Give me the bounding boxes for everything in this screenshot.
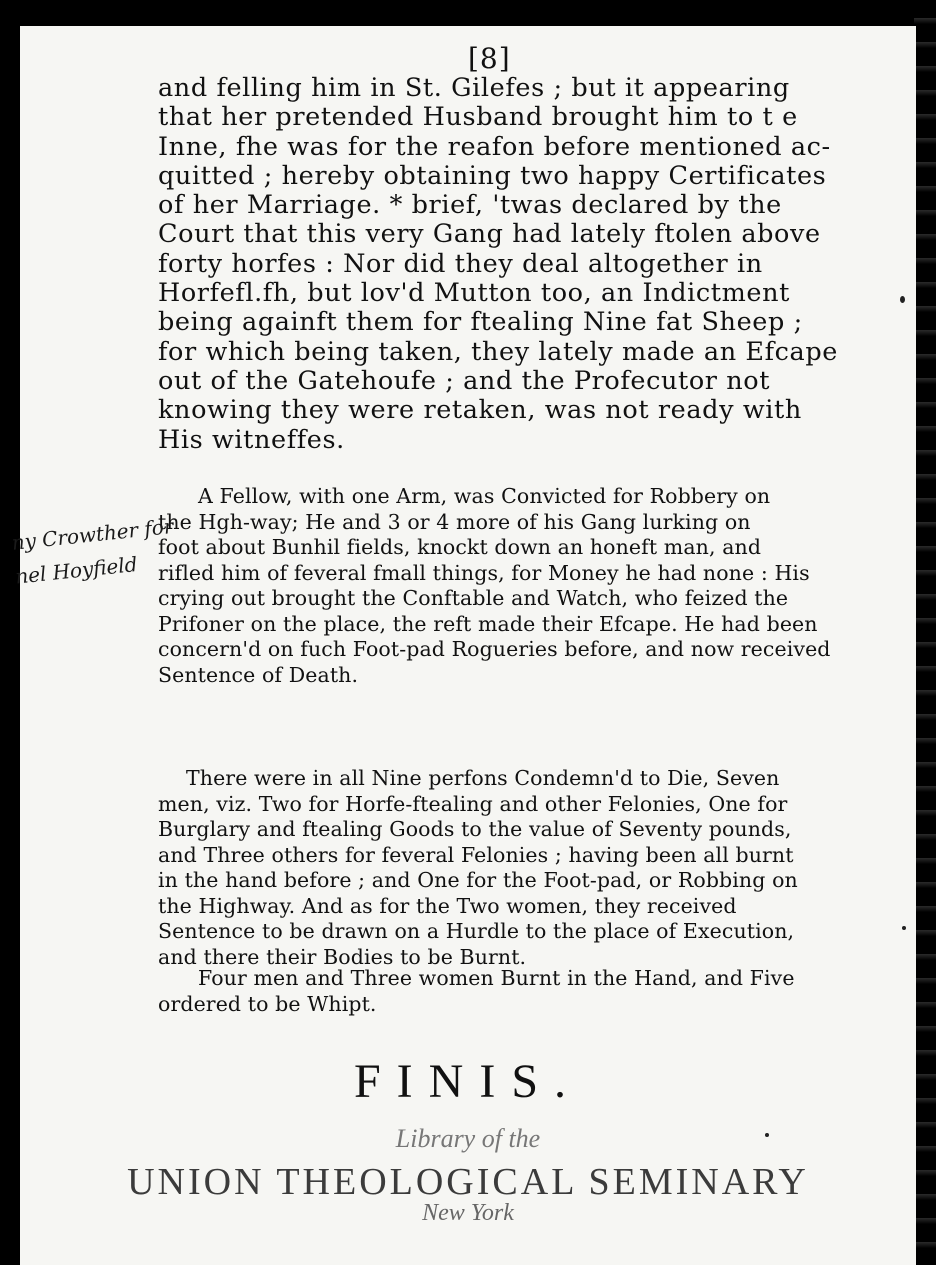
text-line: Prifoner on the place, the reft made their Efcape. He had been bbox=[158, 611, 818, 636]
text-line: being againft them for ftealing Nine fat Sheep ; bbox=[158, 307, 803, 338]
text-line: the Highway. And as for the Two women, they received bbox=[158, 893, 737, 918]
text-line: men, viz. Two for Horfe-ftealing and other Felonies, One for bbox=[158, 791, 788, 816]
text-line: His witneffes. bbox=[158, 424, 345, 455]
ink-speck bbox=[765, 1133, 769, 1137]
text-line: knowing they were retaken, was not ready with bbox=[158, 395, 802, 426]
text-line: quitted ; hereby obtaining two happy Certificates bbox=[158, 160, 827, 191]
text-line: and Three others for feveral Felonies ; having been all burnt bbox=[158, 842, 794, 867]
text-line: Burglary and ftealing Goods to the value of Seventy pounds, bbox=[158, 817, 792, 841]
text-line: for which being taken, they lately made an Efcape bbox=[158, 336, 838, 367]
text-line: Sentence of Death. bbox=[158, 662, 359, 687]
text-line: rifled him of feveral fmall things, for Money he had none : His bbox=[158, 560, 810, 585]
paragraph-2 bbox=[158, 484, 858, 688]
library-stamp-line-2: UNION THEOLOGICAL SEMINARY bbox=[127, 1161, 809, 1203]
ink-speck bbox=[900, 296, 905, 303]
text-line: foot about Bunhil fields, knockt down an honeft man, and bbox=[158, 535, 762, 559]
text-line: A Fellow, with one Arm, was Convicted for Robbery on bbox=[198, 484, 771, 508]
document-page bbox=[10, 26, 916, 1265]
margin-note-line: ny Crowther for bbox=[10, 514, 175, 555]
paragraph-4 bbox=[158, 966, 858, 1017]
text-line: Inne, fhe was for the reafon before mentioned ac- bbox=[158, 131, 831, 162]
handwritten-margin-note bbox=[10, 510, 175, 593]
text-line: There were in all Nine perfons Condemn'd to Die, Seven bbox=[186, 766, 780, 790]
text-line: Horfefl.fh, but lov'd Mutton too, an Indictment bbox=[158, 278, 790, 309]
text-line: forty horfes : Nor did they deal altogether in bbox=[158, 248, 763, 279]
text-line: of her Marriage. * brief, 'twas declared by the bbox=[158, 190, 782, 221]
library-stamp-line-1: Library of the bbox=[395, 1124, 541, 1153]
text-line: that her pretended Husband brought him to t e bbox=[158, 102, 798, 133]
text-line: and felling him in St. Gilefes ; but it appearing bbox=[158, 73, 790, 103]
text-line: crying out brought the Conftable and Watch, who feized the bbox=[158, 586, 789, 610]
finis-heading: FINIS. bbox=[353, 1055, 583, 1108]
page-number: [8] bbox=[468, 42, 511, 75]
paragraph-3 bbox=[158, 766, 858, 970]
ink-speck bbox=[902, 926, 906, 930]
text-line: the Hgh-way; He and 3 or 4 more of his Gang lurking on bbox=[158, 509, 751, 534]
library-stamp-line-3: New York bbox=[422, 1200, 514, 1226]
margin-note-line: nel Hoyfield bbox=[14, 551, 139, 589]
text-line: concern'd on fuch Foot-pad Rogueries before, and now received bbox=[158, 637, 831, 661]
text-line: out of the Gatehoufe ; and the Profecutor not bbox=[158, 365, 771, 396]
scan-edge-right bbox=[914, 0, 936, 1265]
text-line: Four men and Three women Burnt in the Hand, and Five bbox=[198, 966, 795, 990]
text-line: ordered to be Whipt. bbox=[158, 991, 377, 1016]
text-line: Court that this very Gang had lately ftolen above bbox=[158, 219, 821, 250]
paragraph-1 bbox=[158, 74, 858, 455]
text-line: in the hand before ; and One for the Foot-pad, or Robbing on bbox=[158, 868, 798, 892]
text-line: and there their Bodies to be Burnt. bbox=[158, 944, 527, 969]
text-line: Sentence to be drawn on a Hurdle to the place of Execution, bbox=[158, 919, 795, 943]
